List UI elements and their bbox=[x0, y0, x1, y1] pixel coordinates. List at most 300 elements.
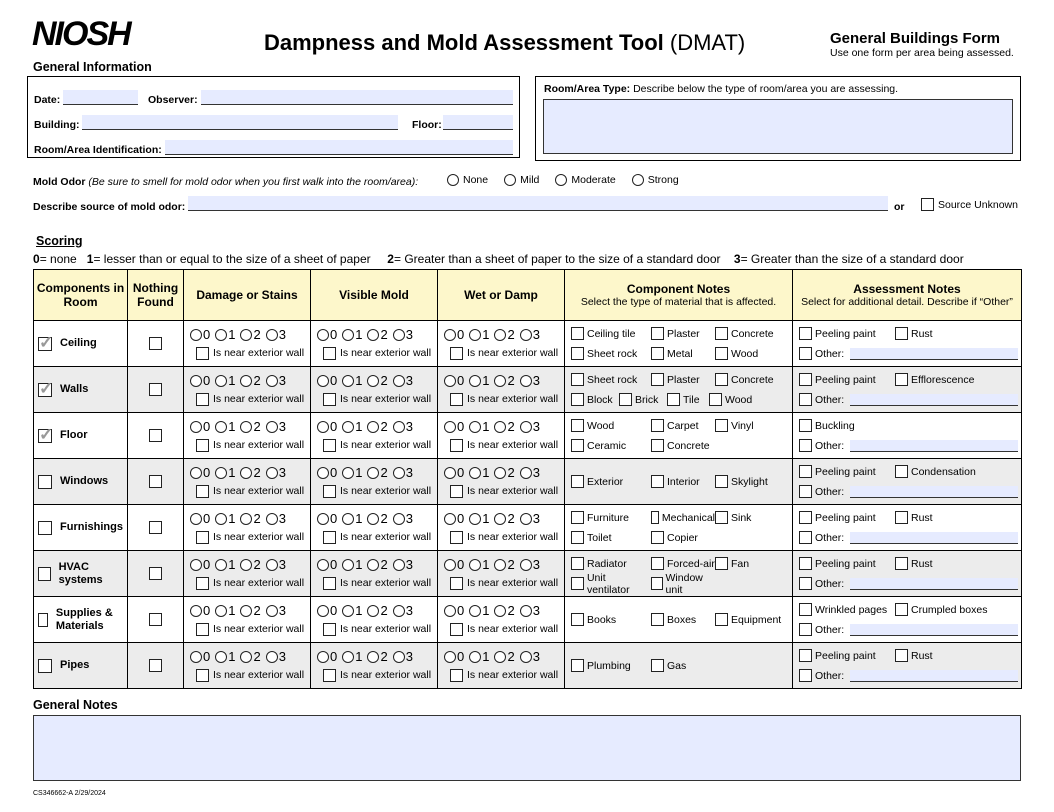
material-checkbox[interactable] bbox=[571, 511, 584, 524]
visible-option bbox=[342, 373, 362, 389]
other-checkbox[interactable] bbox=[799, 531, 812, 544]
near-wall-checkbox[interactable] bbox=[450, 531, 463, 544]
other-field[interactable] bbox=[850, 394, 1018, 406]
damage-radio-3[interactable] bbox=[266, 421, 278, 433]
assessment-notes bbox=[793, 462, 1021, 502]
floor-field[interactable] bbox=[443, 115, 513, 130]
odor-none-radio[interactable] bbox=[447, 174, 459, 186]
nothing-found-checkbox[interactable] bbox=[149, 383, 162, 396]
material-label: Copier bbox=[667, 531, 698, 544]
damage-radio-3[interactable] bbox=[266, 651, 278, 663]
near-wall-checkbox[interactable] bbox=[450, 347, 463, 360]
component-cell bbox=[34, 551, 128, 597]
damage-radio-1[interactable] bbox=[215, 605, 227, 617]
visible-radio-2[interactable] bbox=[367, 421, 379, 433]
near-wall-label: Is near exterior wall bbox=[213, 393, 305, 405]
assessment-checkbox[interactable] bbox=[895, 465, 908, 478]
wet-radio-0[interactable] bbox=[444, 467, 456, 479]
component-checkbox[interactable] bbox=[38, 383, 52, 397]
rating-value: 0 bbox=[203, 419, 211, 434]
material-checkbox[interactable] bbox=[571, 475, 584, 488]
other-option bbox=[799, 669, 1018, 682]
component-checkbox[interactable] bbox=[38, 613, 48, 627]
wet-radio-3[interactable] bbox=[520, 651, 532, 663]
near-wall-row bbox=[184, 484, 310, 498]
near-wall-checkbox[interactable] bbox=[196, 669, 209, 682]
wet-radio-3[interactable] bbox=[520, 421, 532, 433]
material-checkbox[interactable] bbox=[619, 393, 632, 406]
visible-option bbox=[367, 327, 387, 343]
other-checkbox[interactable] bbox=[799, 485, 812, 498]
material-checkbox[interactable] bbox=[571, 557, 584, 570]
material-checkbox[interactable] bbox=[651, 659, 664, 672]
wet-radio-2[interactable] bbox=[494, 375, 506, 387]
component-label: Floor bbox=[60, 429, 88, 441]
assessment-checkbox[interactable] bbox=[799, 373, 812, 386]
visible-radio-3[interactable] bbox=[393, 651, 405, 663]
visible-radio-0[interactable] bbox=[317, 513, 329, 525]
component-checkbox[interactable] bbox=[38, 521, 52, 535]
material-checkbox[interactable] bbox=[715, 419, 728, 432]
wet-radio-1[interactable] bbox=[469, 467, 481, 479]
material-checkbox[interactable] bbox=[651, 531, 664, 544]
visible-radio-0[interactable] bbox=[317, 375, 329, 387]
assessment-checkbox[interactable] bbox=[799, 649, 812, 662]
damage-radio-2[interactable] bbox=[240, 421, 252, 433]
assessment-notes-line bbox=[799, 554, 1021, 574]
component-name bbox=[34, 383, 127, 397]
visible-radio-3[interactable] bbox=[393, 329, 405, 341]
nothing-found-cell bbox=[128, 551, 184, 597]
damage-radio-3[interactable] bbox=[266, 559, 278, 571]
odor-strong-radio[interactable] bbox=[632, 174, 644, 186]
assessment-checkbox[interactable] bbox=[895, 649, 908, 662]
material-checkbox[interactable] bbox=[651, 373, 664, 386]
other-checkbox[interactable] bbox=[799, 439, 812, 452]
damage-radio-0[interactable] bbox=[190, 605, 202, 617]
near-wall-checkbox[interactable] bbox=[450, 669, 463, 682]
material-checkbox[interactable] bbox=[571, 439, 584, 452]
rating-value: 1 bbox=[355, 419, 363, 434]
near-wall-checkbox[interactable] bbox=[196, 439, 209, 452]
material-checkbox[interactable] bbox=[651, 439, 664, 452]
visible-radio-3[interactable] bbox=[393, 375, 405, 387]
visible-option bbox=[317, 373, 337, 389]
assessment-notes bbox=[793, 416, 1021, 456]
damage-radio-2[interactable] bbox=[240, 513, 252, 525]
assessment-checkbox[interactable] bbox=[895, 511, 908, 524]
assessment-notes-line bbox=[799, 416, 1021, 436]
component-cell bbox=[34, 413, 128, 459]
wet-radio-2[interactable] bbox=[494, 605, 506, 617]
assessment-table bbox=[33, 269, 1022, 689]
visible-option bbox=[342, 327, 362, 343]
damage-radio-0[interactable] bbox=[190, 513, 202, 525]
visible-radio-2[interactable] bbox=[367, 329, 379, 341]
damage-radio-0[interactable] bbox=[190, 421, 202, 433]
material-checkbox[interactable] bbox=[709, 393, 722, 406]
visible-radio-3[interactable] bbox=[393, 513, 405, 525]
score-2-num: 2 bbox=[387, 252, 394, 266]
building-field[interactable] bbox=[82, 115, 398, 130]
material-option bbox=[571, 439, 651, 452]
visible-radio-group bbox=[311, 419, 437, 435]
material-checkbox[interactable] bbox=[571, 347, 584, 360]
other-field[interactable] bbox=[850, 624, 1018, 636]
table-row bbox=[34, 367, 1022, 413]
other-checkbox[interactable] bbox=[799, 577, 812, 590]
near-wall-checkbox[interactable] bbox=[450, 577, 463, 590]
nothing-found-checkbox[interactable] bbox=[149, 337, 162, 350]
material-option bbox=[571, 347, 651, 360]
visible-radio-1[interactable] bbox=[342, 375, 354, 387]
wet-radio-3[interactable] bbox=[520, 559, 532, 571]
damage-option bbox=[266, 465, 286, 481]
material-checkbox[interactable] bbox=[571, 577, 584, 590]
material-checkbox[interactable] bbox=[715, 373, 728, 386]
near-wall-checkbox[interactable] bbox=[323, 623, 336, 636]
near-wall-checkbox[interactable] bbox=[196, 485, 209, 498]
damage-radio-0[interactable] bbox=[190, 467, 202, 479]
date-field[interactable] bbox=[63, 90, 138, 105]
date-label: Date: bbox=[34, 94, 61, 106]
component-checkbox[interactable] bbox=[38, 659, 52, 673]
wet-radio-0[interactable] bbox=[444, 605, 456, 617]
room-id-field[interactable] bbox=[165, 140, 513, 155]
rating-value: 3 bbox=[405, 603, 413, 618]
visible-rating-cell bbox=[311, 551, 438, 597]
visible-radio-2[interactable] bbox=[367, 559, 379, 571]
component-notes-line bbox=[571, 528, 792, 548]
general-notes-field[interactable] bbox=[33, 715, 1021, 781]
near-wall-checkbox[interactable] bbox=[196, 577, 209, 590]
odor-mild-radio[interactable] bbox=[504, 174, 516, 186]
assessment-checkbox[interactable] bbox=[799, 419, 812, 432]
visible-option bbox=[342, 511, 362, 527]
material-checkbox[interactable] bbox=[715, 327, 728, 340]
visible-radio-1[interactable] bbox=[342, 421, 354, 433]
wet-radio-2[interactable] bbox=[494, 329, 506, 341]
visible-radio-1[interactable] bbox=[342, 329, 354, 341]
assessment-notes-cell bbox=[793, 597, 1022, 643]
assessment-label: Peeling paint bbox=[815, 465, 876, 478]
assessment-checkbox[interactable] bbox=[895, 327, 908, 340]
wet-radio-0[interactable] bbox=[444, 559, 456, 571]
wet-radio-2[interactable] bbox=[494, 559, 506, 571]
assessment-checkbox[interactable] bbox=[799, 465, 812, 478]
damage-radio-1[interactable] bbox=[215, 421, 227, 433]
visible-radio-0[interactable] bbox=[317, 605, 329, 617]
odor-source-field[interactable] bbox=[188, 196, 888, 211]
room-type-field[interactable] bbox=[543, 99, 1013, 154]
damage-radio-2[interactable] bbox=[240, 605, 252, 617]
component-checkbox[interactable] bbox=[38, 337, 52, 351]
other-checkbox[interactable] bbox=[799, 393, 812, 406]
visible-radio-2[interactable] bbox=[367, 513, 379, 525]
assessment-label: Rust bbox=[911, 649, 933, 662]
wet-radio-2[interactable] bbox=[494, 421, 506, 433]
other-field[interactable] bbox=[850, 670, 1018, 682]
visible-radio-2[interactable] bbox=[367, 605, 379, 617]
visible-radio-0[interactable] bbox=[317, 421, 329, 433]
near-wall-checkbox[interactable] bbox=[450, 623, 463, 636]
damage-radio-1[interactable] bbox=[215, 651, 227, 663]
wet-radio-0[interactable] bbox=[444, 513, 456, 525]
near-wall-label: Is near exterior wall bbox=[213, 531, 305, 543]
other-checkbox[interactable] bbox=[799, 623, 812, 636]
material-checkbox[interactable] bbox=[715, 511, 728, 524]
wet-radio-3[interactable] bbox=[520, 513, 532, 525]
visible-radio-1[interactable] bbox=[342, 559, 354, 571]
damage-radio-3[interactable] bbox=[266, 329, 278, 341]
material-label: Block bbox=[587, 393, 613, 406]
visible-radio-3[interactable] bbox=[393, 421, 405, 433]
visible-rating-cell bbox=[311, 321, 438, 367]
damage-radio-0[interactable] bbox=[190, 375, 202, 387]
damage-radio-2[interactable] bbox=[240, 467, 252, 479]
material-checkbox[interactable] bbox=[571, 613, 584, 626]
visible-radio-3[interactable] bbox=[393, 559, 405, 571]
damage-radio-3[interactable] bbox=[266, 375, 278, 387]
nothing-found-checkbox[interactable] bbox=[149, 521, 162, 534]
other-field[interactable] bbox=[850, 578, 1018, 590]
wet-radio-3[interactable] bbox=[520, 605, 532, 617]
assessment-checkbox[interactable] bbox=[799, 511, 812, 524]
assessment-label: Rust bbox=[911, 557, 933, 570]
material-checkbox[interactable] bbox=[571, 531, 584, 544]
assessment-checkbox[interactable] bbox=[799, 327, 812, 340]
material-checkbox[interactable] bbox=[571, 373, 584, 386]
near-wall-checkbox[interactable] bbox=[450, 393, 463, 406]
wet-radio-2[interactable] bbox=[494, 513, 506, 525]
visible-radio-3[interactable] bbox=[393, 467, 405, 479]
wet-radio-1[interactable] bbox=[469, 329, 481, 341]
damage-radio-1[interactable] bbox=[215, 513, 227, 525]
wet-radio-1[interactable] bbox=[469, 421, 481, 433]
visible-option bbox=[393, 373, 413, 389]
mold-odor-label: Mold Odor bbox=[33, 176, 86, 188]
general-info-box bbox=[27, 76, 520, 158]
material-checkbox[interactable] bbox=[571, 327, 584, 340]
assessment-checkbox[interactable] bbox=[895, 557, 908, 570]
damage-radio-1[interactable] bbox=[215, 559, 227, 571]
near-wall-checkbox[interactable] bbox=[323, 485, 336, 498]
observer-field[interactable] bbox=[201, 90, 513, 105]
visible-radio-0[interactable] bbox=[317, 329, 329, 341]
material-checkbox[interactable] bbox=[571, 419, 584, 432]
wet-radio-2[interactable] bbox=[494, 651, 506, 663]
damage-radio-1[interactable] bbox=[215, 467, 227, 479]
wet-radio-1[interactable] bbox=[469, 605, 481, 617]
other-checkbox[interactable] bbox=[799, 347, 812, 360]
material-checkbox[interactable] bbox=[651, 613, 664, 626]
assessment-option bbox=[799, 465, 895, 478]
assessment-checkbox[interactable] bbox=[895, 373, 908, 386]
assessment-checkbox[interactable] bbox=[799, 557, 812, 570]
damage-radio-3[interactable] bbox=[266, 513, 278, 525]
rating-value: 0 bbox=[203, 649, 211, 664]
rating-value: 2 bbox=[253, 373, 261, 388]
damage-radio-0[interactable] bbox=[190, 651, 202, 663]
other-field[interactable] bbox=[850, 532, 1018, 544]
table-row bbox=[34, 597, 1022, 643]
near-wall-checkbox[interactable] bbox=[196, 393, 209, 406]
visible-radio-0[interactable] bbox=[317, 651, 329, 663]
wet-radio-0[interactable] bbox=[444, 651, 456, 663]
nothing-found-checkbox[interactable] bbox=[149, 567, 162, 580]
material-checkbox[interactable] bbox=[651, 475, 664, 488]
near-wall-checkbox[interactable] bbox=[323, 577, 336, 590]
near-wall-checkbox[interactable] bbox=[323, 347, 336, 360]
wet-radio-0[interactable] bbox=[444, 375, 456, 387]
wet-radio-0[interactable] bbox=[444, 421, 456, 433]
odor-moderate-radio[interactable] bbox=[555, 174, 567, 186]
damage-radio-0[interactable] bbox=[190, 329, 202, 341]
damage-radio-1[interactable] bbox=[215, 375, 227, 387]
rating-value: 0 bbox=[203, 465, 211, 480]
material-checkbox[interactable] bbox=[715, 347, 728, 360]
damage-radio-0[interactable] bbox=[190, 559, 202, 571]
damage-radio-1[interactable] bbox=[215, 329, 227, 341]
material-checkbox[interactable] bbox=[651, 511, 659, 524]
material-checkbox[interactable] bbox=[651, 347, 664, 360]
visible-radio-1[interactable] bbox=[342, 513, 354, 525]
visible-option bbox=[317, 327, 337, 343]
wet-radio-3[interactable] bbox=[520, 467, 532, 479]
material-label: Wood bbox=[725, 393, 753, 406]
rating-value: 1 bbox=[482, 557, 490, 572]
nothing-found-checkbox[interactable] bbox=[149, 429, 162, 442]
near-wall-checkbox[interactable] bbox=[323, 669, 336, 682]
damage-radio-2[interactable] bbox=[240, 559, 252, 571]
rating-value: 3 bbox=[405, 419, 413, 434]
wet-option bbox=[444, 649, 464, 665]
visible-option bbox=[367, 419, 387, 435]
assessment-notes bbox=[793, 370, 1021, 410]
near-wall-row bbox=[311, 392, 437, 406]
near-wall-checkbox[interactable] bbox=[196, 347, 209, 360]
odor-source-label: Describe source of mold odor: bbox=[33, 201, 186, 213]
component-checkbox[interactable] bbox=[38, 475, 52, 489]
damage-option bbox=[240, 419, 260, 435]
source-unknown-checkbox[interactable] bbox=[921, 198, 934, 211]
assessment-checkbox[interactable] bbox=[895, 603, 908, 616]
visible-radio-0[interactable] bbox=[317, 467, 329, 479]
wet-radio-2[interactable] bbox=[494, 467, 506, 479]
wet-radio-3[interactable] bbox=[520, 329, 532, 341]
rating-value: 0 bbox=[330, 419, 338, 434]
material-checkbox[interactable] bbox=[571, 659, 584, 672]
nothing-found-cell bbox=[128, 459, 184, 505]
nothing-found-checkbox[interactable] bbox=[149, 613, 162, 626]
wet-radio-1[interactable] bbox=[469, 513, 481, 525]
wet-option bbox=[444, 511, 464, 527]
damage-radio-2[interactable] bbox=[240, 329, 252, 341]
material-checkbox[interactable] bbox=[651, 557, 664, 570]
material-label: Plumbing bbox=[587, 659, 631, 672]
wet-radio-1[interactable] bbox=[469, 559, 481, 571]
visible-radio-2[interactable] bbox=[367, 375, 379, 387]
wet-option bbox=[469, 557, 489, 573]
material-option bbox=[715, 419, 785, 432]
material-label: Sheet rock bbox=[587, 347, 638, 360]
damage-radio-2[interactable] bbox=[240, 375, 252, 387]
near-wall-checkbox[interactable] bbox=[196, 623, 209, 636]
wet-radio-0[interactable] bbox=[444, 329, 456, 341]
visible-radio-0[interactable] bbox=[317, 559, 329, 571]
visible-radio-2[interactable] bbox=[367, 467, 379, 479]
material-checkbox[interactable] bbox=[667, 393, 680, 406]
rating-value: 3 bbox=[532, 603, 540, 618]
near-wall-checkbox[interactable] bbox=[323, 439, 336, 452]
visible-rating-cell bbox=[311, 597, 438, 643]
damage-radio-3[interactable] bbox=[266, 467, 278, 479]
material-checkbox[interactable] bbox=[651, 577, 663, 590]
near-wall-checkbox[interactable] bbox=[450, 439, 463, 452]
damage-option bbox=[266, 373, 286, 389]
material-checkbox[interactable] bbox=[651, 327, 664, 340]
material-option bbox=[651, 613, 715, 626]
other-field[interactable] bbox=[850, 440, 1018, 452]
visible-radio-1[interactable] bbox=[342, 467, 354, 479]
wet-radio-3[interactable] bbox=[520, 375, 532, 387]
component-checkbox[interactable] bbox=[38, 567, 51, 581]
near-wall-label: Is near exterior wall bbox=[340, 669, 432, 681]
damage-option bbox=[240, 511, 260, 527]
visible-radio-1[interactable] bbox=[342, 605, 354, 617]
visible-option bbox=[342, 603, 362, 619]
odor-none-label: None bbox=[463, 174, 489, 186]
near-wall-checkbox[interactable] bbox=[323, 531, 336, 544]
rating-value: 1 bbox=[482, 603, 490, 618]
material-checkbox[interactable] bbox=[651, 419, 664, 432]
near-wall-checkbox[interactable] bbox=[196, 531, 209, 544]
near-wall-checkbox[interactable] bbox=[323, 393, 336, 406]
wet-radio-1[interactable] bbox=[469, 375, 481, 387]
other-line bbox=[799, 482, 1021, 502]
material-checkbox[interactable] bbox=[715, 557, 728, 570]
material-label: Sink bbox=[731, 511, 752, 524]
damage-radio-3[interactable] bbox=[266, 605, 278, 617]
nothing-found-checkbox[interactable] bbox=[149, 475, 162, 488]
visible-radio-3[interactable] bbox=[393, 605, 405, 617]
damage-option bbox=[215, 465, 235, 481]
nothing-found-checkbox[interactable] bbox=[149, 659, 162, 672]
assessment-checkbox[interactable] bbox=[799, 603, 812, 616]
visible-radio-2[interactable] bbox=[367, 651, 379, 663]
near-wall-checkbox[interactable] bbox=[450, 485, 463, 498]
odor-mild-label: Mild bbox=[520, 174, 540, 186]
other-checkbox[interactable] bbox=[799, 669, 812, 682]
material-checkbox[interactable] bbox=[715, 475, 728, 488]
material-label: Mechanical bbox=[661, 511, 715, 524]
visible-radio-1[interactable] bbox=[342, 651, 354, 663]
damage-radio-2[interactable] bbox=[240, 651, 252, 663]
other-field[interactable] bbox=[850, 348, 1018, 360]
score-0-text: = none bbox=[39, 252, 77, 266]
rating-value: 3 bbox=[278, 557, 286, 572]
material-checkbox[interactable] bbox=[715, 613, 728, 626]
room-id-label: Room/Area Identification: bbox=[34, 144, 162, 156]
wet-radio-1[interactable] bbox=[469, 651, 481, 663]
material-checkbox[interactable] bbox=[571, 393, 584, 406]
other-field[interactable] bbox=[850, 486, 1018, 498]
damage-option bbox=[215, 557, 235, 573]
component-label: Pipes bbox=[60, 659, 90, 671]
component-checkbox[interactable] bbox=[38, 429, 52, 443]
or-label: or bbox=[894, 201, 905, 213]
assessment-label: Peeling paint bbox=[815, 511, 876, 524]
